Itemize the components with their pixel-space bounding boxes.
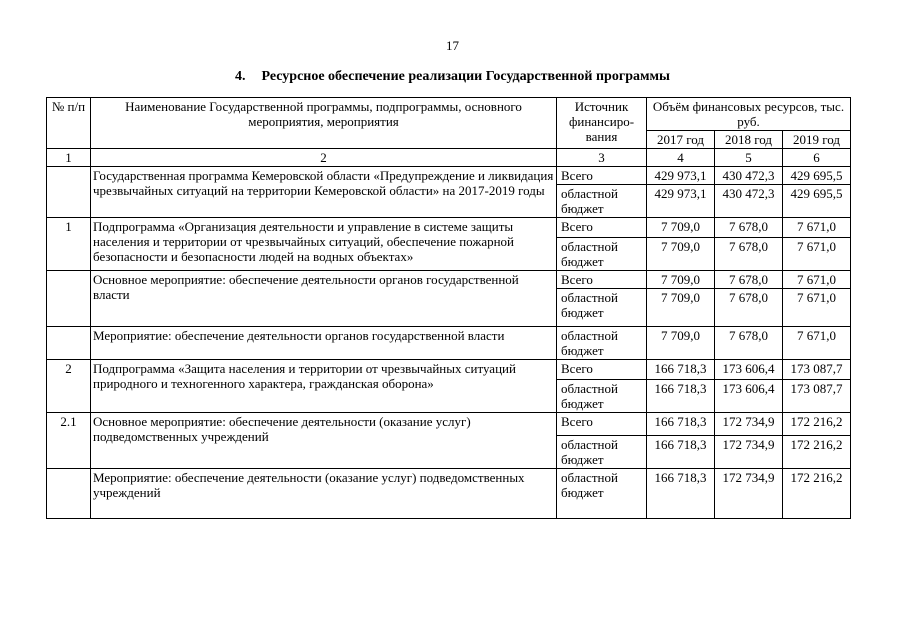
header-volume: Объём финансовых ресурсов, тыс. руб.	[647, 98, 851, 131]
header-no: № п/п	[47, 98, 91, 149]
value-2018: 172 734,9	[715, 469, 783, 519]
table-row	[47, 271, 851, 289]
header-name: Наименование Государственной программы, подпрограммы, основного мероприятия, мероприятия	[91, 98, 557, 149]
resource-table	[46, 97, 851, 519]
row-source: областной бюджет	[557, 469, 647, 519]
header-year-2018: 2018 год	[715, 131, 783, 149]
row-source: областной бюджет	[557, 327, 647, 360]
row-number	[47, 167, 91, 218]
value-2018: 173 606,4	[715, 360, 783, 380]
row-name: Основное мероприятие: обеспечение деятельности (оказание услуг) подведомственных учреждений	[91, 413, 557, 469]
row-source: областной бюджет	[557, 289, 647, 327]
section-title	[0, 69, 905, 85]
value-2019: 7 671,0	[783, 238, 851, 271]
row-source: Всего	[557, 360, 647, 380]
column-number: 1	[47, 149, 91, 167]
value-2017: 429 973,1	[647, 167, 715, 185]
value-2019: 173 087,7	[783, 380, 851, 413]
value-2017: 7 709,0	[647, 289, 715, 327]
value-2017: 7 709,0	[647, 327, 715, 360]
page-number: 17	[446, 38, 459, 53]
value-2017: 166 718,3	[647, 360, 715, 380]
table-row	[47, 469, 851, 519]
value-2019: 7 671,0	[783, 327, 851, 360]
row-source: областной бюджет	[557, 238, 647, 271]
value-2018: 172 734,9	[715, 436, 783, 469]
value-2019: 7 671,0	[783, 218, 851, 238]
value-2018: 7 678,0	[715, 218, 783, 238]
row-name: Государственная программа Кемеровской области «Предупреждение и ликвидация чрезвычайных ситуаций на территории Кемеровской области» на 2017-2019 годы	[91, 167, 557, 218]
value-2017: 166 718,3	[647, 413, 715, 436]
header-year-2017: 2017 год	[647, 131, 715, 149]
value-2019: 172 216,2	[783, 436, 851, 469]
row-source: Всего	[557, 167, 647, 185]
row-source: областной бюджет	[557, 436, 647, 469]
value-2019: 173 087,7	[783, 360, 851, 380]
header-year-2019: 2019 год	[783, 131, 851, 149]
table-row	[47, 218, 851, 238]
value-2019: 429 695,5	[783, 185, 851, 218]
row-number	[47, 327, 91, 360]
row-number	[47, 469, 91, 519]
value-2019: 429 695,5	[783, 167, 851, 185]
column-number: 3	[557, 149, 647, 167]
value-2017: 166 718,3	[647, 380, 715, 413]
value-2019: 7 671,0	[783, 271, 851, 289]
value-2018: 7 678,0	[715, 271, 783, 289]
column-number: 2	[91, 149, 557, 167]
row-name: Основное мероприятие: обеспечение деятельности органов государственной власти	[91, 271, 557, 327]
value-2018: 7 678,0	[715, 327, 783, 360]
value-2017: 166 718,3	[647, 469, 715, 519]
table-row	[47, 167, 851, 185]
section-title-text: Ресурсное обеспечение реализации Государственной программы	[261, 69, 670, 84]
row-number: 2.1	[47, 413, 91, 469]
value-2018: 172 734,9	[715, 413, 783, 436]
table-row	[47, 413, 851, 436]
row-source: областной бюджет	[557, 380, 647, 413]
row-source: Всего	[557, 218, 647, 238]
value-2017: 7 709,0	[647, 238, 715, 271]
value-2018: 173 606,4	[715, 380, 783, 413]
row-name: Подпрограмма «Защита населения и территории от чрезвычайных ситуаций природного и техногенного характера, гражданская оборона»	[91, 360, 557, 413]
value-2017: 7 709,0	[647, 218, 715, 238]
value-2019: 172 216,2	[783, 413, 851, 436]
row-name: Подпрограмма «Организация деятельности и управление в системе защиты населения и территории от чрезвычайных ситуаций, обеспечение пожарной безопасности и безопасности людей на водных объектах»	[91, 218, 557, 271]
row-name: Мероприятие: обеспечение деятельности (оказание услуг) подведомственных учреждений	[91, 469, 557, 519]
row-source: областной бюджет	[557, 185, 647, 218]
value-2017: 166 718,3	[647, 436, 715, 469]
row-name: Мероприятие: обеспечение деятельности органов государственной власти	[91, 327, 557, 360]
value-2017: 429 973,1	[647, 185, 715, 218]
table-row	[47, 360, 851, 380]
value-2019: 172 216,2	[783, 469, 851, 519]
column-number: 6	[783, 149, 851, 167]
row-source: Всего	[557, 271, 647, 289]
table-row	[47, 327, 851, 360]
column-number: 5	[715, 149, 783, 167]
row-number: 2	[47, 360, 91, 413]
value-2018: 430 472,3	[715, 185, 783, 218]
value-2019: 7 671,0	[783, 289, 851, 327]
column-number: 4	[647, 149, 715, 167]
value-2018: 7 678,0	[715, 238, 783, 271]
row-source: Всего	[557, 413, 647, 436]
value-2018: 430 472,3	[715, 167, 783, 185]
row-number: 1	[47, 218, 91, 271]
section-number: 4.	[235, 69, 246, 84]
header-source: Источник финансиро-вания	[557, 98, 647, 149]
value-2017: 7 709,0	[647, 271, 715, 289]
row-number	[47, 271, 91, 327]
value-2018: 7 678,0	[715, 289, 783, 327]
